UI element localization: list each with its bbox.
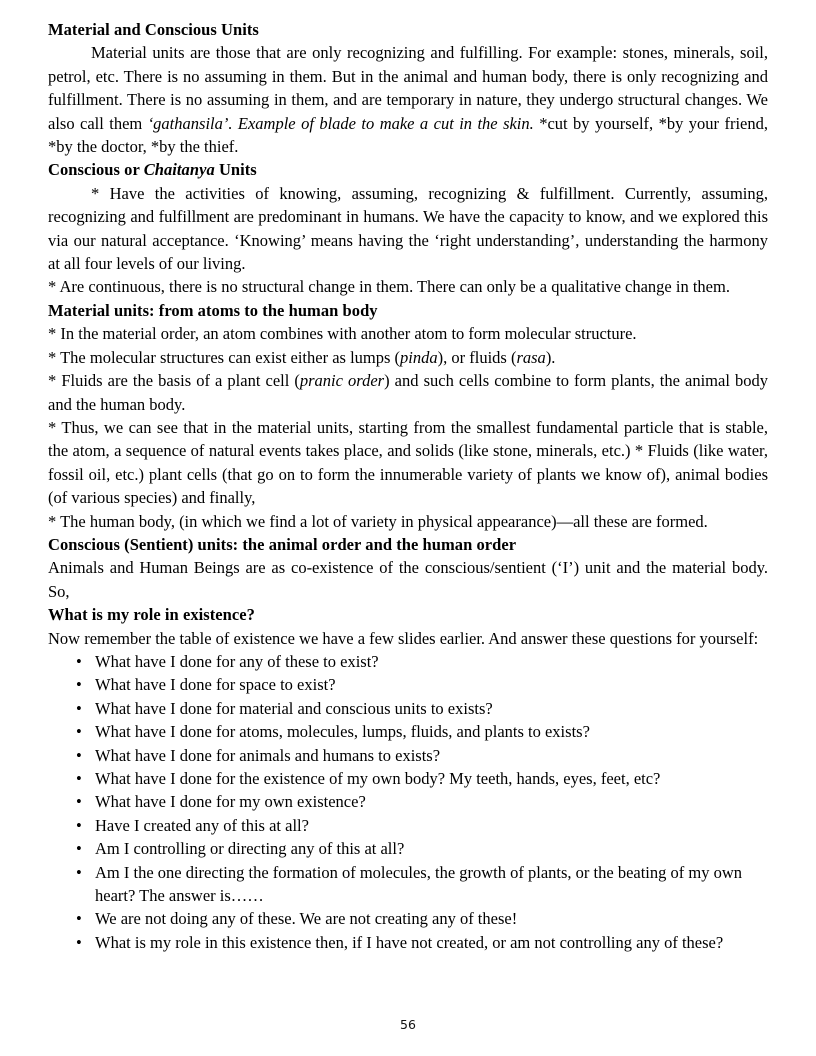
list-item [48, 673, 768, 696]
paragraph-the-human-body: * The human body, (in which we find a lot of variety in physical appearance)—all these are formed. [48, 511, 708, 531]
bullet-icon: • [76, 909, 82, 929]
bullet-icon: • [76, 792, 82, 812]
heading-what-is-my-role-in-existence: What is my role in existence? [48, 605, 255, 625]
list-item [48, 744, 768, 767]
molecular-run-1: * The molecular structures can exist either as lumps ( [48, 347, 401, 367]
bullet-icon: • [76, 722, 82, 742]
paragraph-material-units [48, 41, 768, 158]
list-item-label: Have I created any of this at all? [95, 815, 309, 835]
paragraph-fluids-plant-cell [48, 369, 768, 416]
paragraph-animals-and-human-beings: Animals and Human Beings are as co-existence of the conscious/sentient (‘I’) unit and the material body. So, [48, 558, 768, 601]
questions-list [48, 650, 768, 954]
list-item-label: What have I done for space to exist? [95, 675, 336, 695]
material-units-text-run-1: Material units are those that are only recognizing and fulfilling. For example: stones, minerals, soil, petrol, etc. There is no assuming in them. But in the animal and human body, there is only recognizing and fulfillment. There is no assuming in them, and are temporary in nature, they undergo structural changes. We also call them [48, 43, 768, 133]
list-item-label: We are not doing any of these. We are not creating any of these! [95, 909, 518, 929]
heading-chaitanya-before: Conscious or [48, 160, 144, 180]
heading-material-and-conscious-units: Material and Conscious Units [48, 20, 259, 39]
list-item [48, 650, 768, 673]
fluids-run-1: * Fluids are the basis of a plant cell ( [48, 371, 300, 391]
page-number: 56 [400, 1017, 416, 1032]
heading-material-units-from-atoms: Material units: from atoms to the human body [48, 300, 378, 320]
fluids-italic-pranic-order: pranic order [299, 371, 385, 391]
paragraph-thus-material-units: * Thus, we can see that in the material units, starting from the smallest fundamental particle that is stable, the atom, a sequence of natural events takes place, and solids (like stone, minerals, etc.) * Fluids (like water, fossil oil, etc.) plant cells (that go on to form the innumerable variety of plants we know of), animal bodies (of various species) and finally, [48, 417, 768, 508]
list-item-label: Am I the one directing the formation of molecules, the growth of plants, or the beating of my own heart? The answer is…… [95, 862, 743, 906]
bullet-icon: • [76, 675, 82, 695]
material-units-text-run-2: *cut by yourself, *by your friend, *by the doctor, *by the thief. [48, 113, 768, 157]
bullet-icon: • [76, 932, 82, 952]
bullet-icon: • [76, 745, 82, 765]
molecular-italic-pinda: pinda [400, 347, 438, 367]
bullet-icon: • [76, 862, 82, 882]
molecular-run-3: ). [545, 347, 556, 367]
bullet-icon: • [76, 815, 82, 835]
bullet-icon: • [76, 651, 82, 671]
page-content [48, 18, 768, 954]
bullet-icon: • [76, 698, 82, 718]
paragraph-are-continuous: * Are continuous, there is no structural change in them. There can only be a qualitative change in them. [48, 277, 730, 297]
bullet-icon: • [76, 769, 82, 788]
heading-conscious-or-chaitanya-units [48, 158, 768, 181]
list-item [48, 837, 768, 860]
molecular-italic-rasa: rasa [516, 347, 546, 367]
paragraph-atom-combines: * In the material order, an atom combines with another atom to form molecular structure. [48, 324, 637, 344]
list-item-label: What have I done for my own existence? [95, 792, 366, 812]
list-item-label: What have I done for any of these to exist? [95, 651, 379, 671]
heading-chaitanya-italic: Chaitanya [143, 160, 215, 180]
list-item-label: What is my role in this existence then, if I have not created, or am not controlling any of these? [95, 932, 724, 952]
list-item-label: What have I done for material and conscious units to exists? [95, 698, 493, 718]
list-item [48, 697, 768, 720]
heading-chaitanya-after: Units [214, 160, 257, 180]
list-item [48, 790, 768, 813]
paragraph-chaitanya-activities: * Have the activities of knowing, assuming, recognizing & fulfillment. Currently, assuming, recognizing and fulfillment are predominant in humans. We have the capacity to know, and we explored this via our natural acceptance. ‘Knowing’ means having the ‘right understanding’, understanding the harmony at all four levels of our living. [48, 183, 768, 274]
list-item [48, 814, 768, 837]
paragraph-molecular-structures [48, 346, 768, 369]
list-item [48, 720, 768, 743]
list-item [48, 767, 768, 790]
list-item [48, 861, 768, 908]
molecular-run-2: ), or fluids ( [437, 347, 517, 367]
list-item-label: What have I done for the existence of my own body? My teeth, hands, eyes, feet, etc? [95, 769, 661, 788]
page-footer [0, 1016, 816, 1034]
bullet-icon: • [76, 839, 82, 859]
list-item-label: What have I done for animals and humans to exists? [95, 745, 441, 765]
list-item [48, 931, 768, 954]
list-item-label: What have I done for atoms, molecules, lumps, fluids, and plants to exists? [95, 722, 590, 742]
paragraph-now-remember-table: Now remember the table of existence we have a few slides earlier. And answer these questions for yourself: [48, 628, 759, 648]
heading-conscious-sentient-units: Conscious (Sentient) units: the animal order and the human order [48, 534, 517, 554]
list-item-label: Am I controlling or directing any of this at all? [95, 839, 405, 859]
material-units-italic-gathansila: ‘gathansila’. Example of blade to make a cut in the skin. [147, 113, 534, 133]
list-item [48, 907, 768, 930]
fluids-run-2: ) and such cells combine to form plants, the animal body and the human body. [48, 371, 769, 414]
